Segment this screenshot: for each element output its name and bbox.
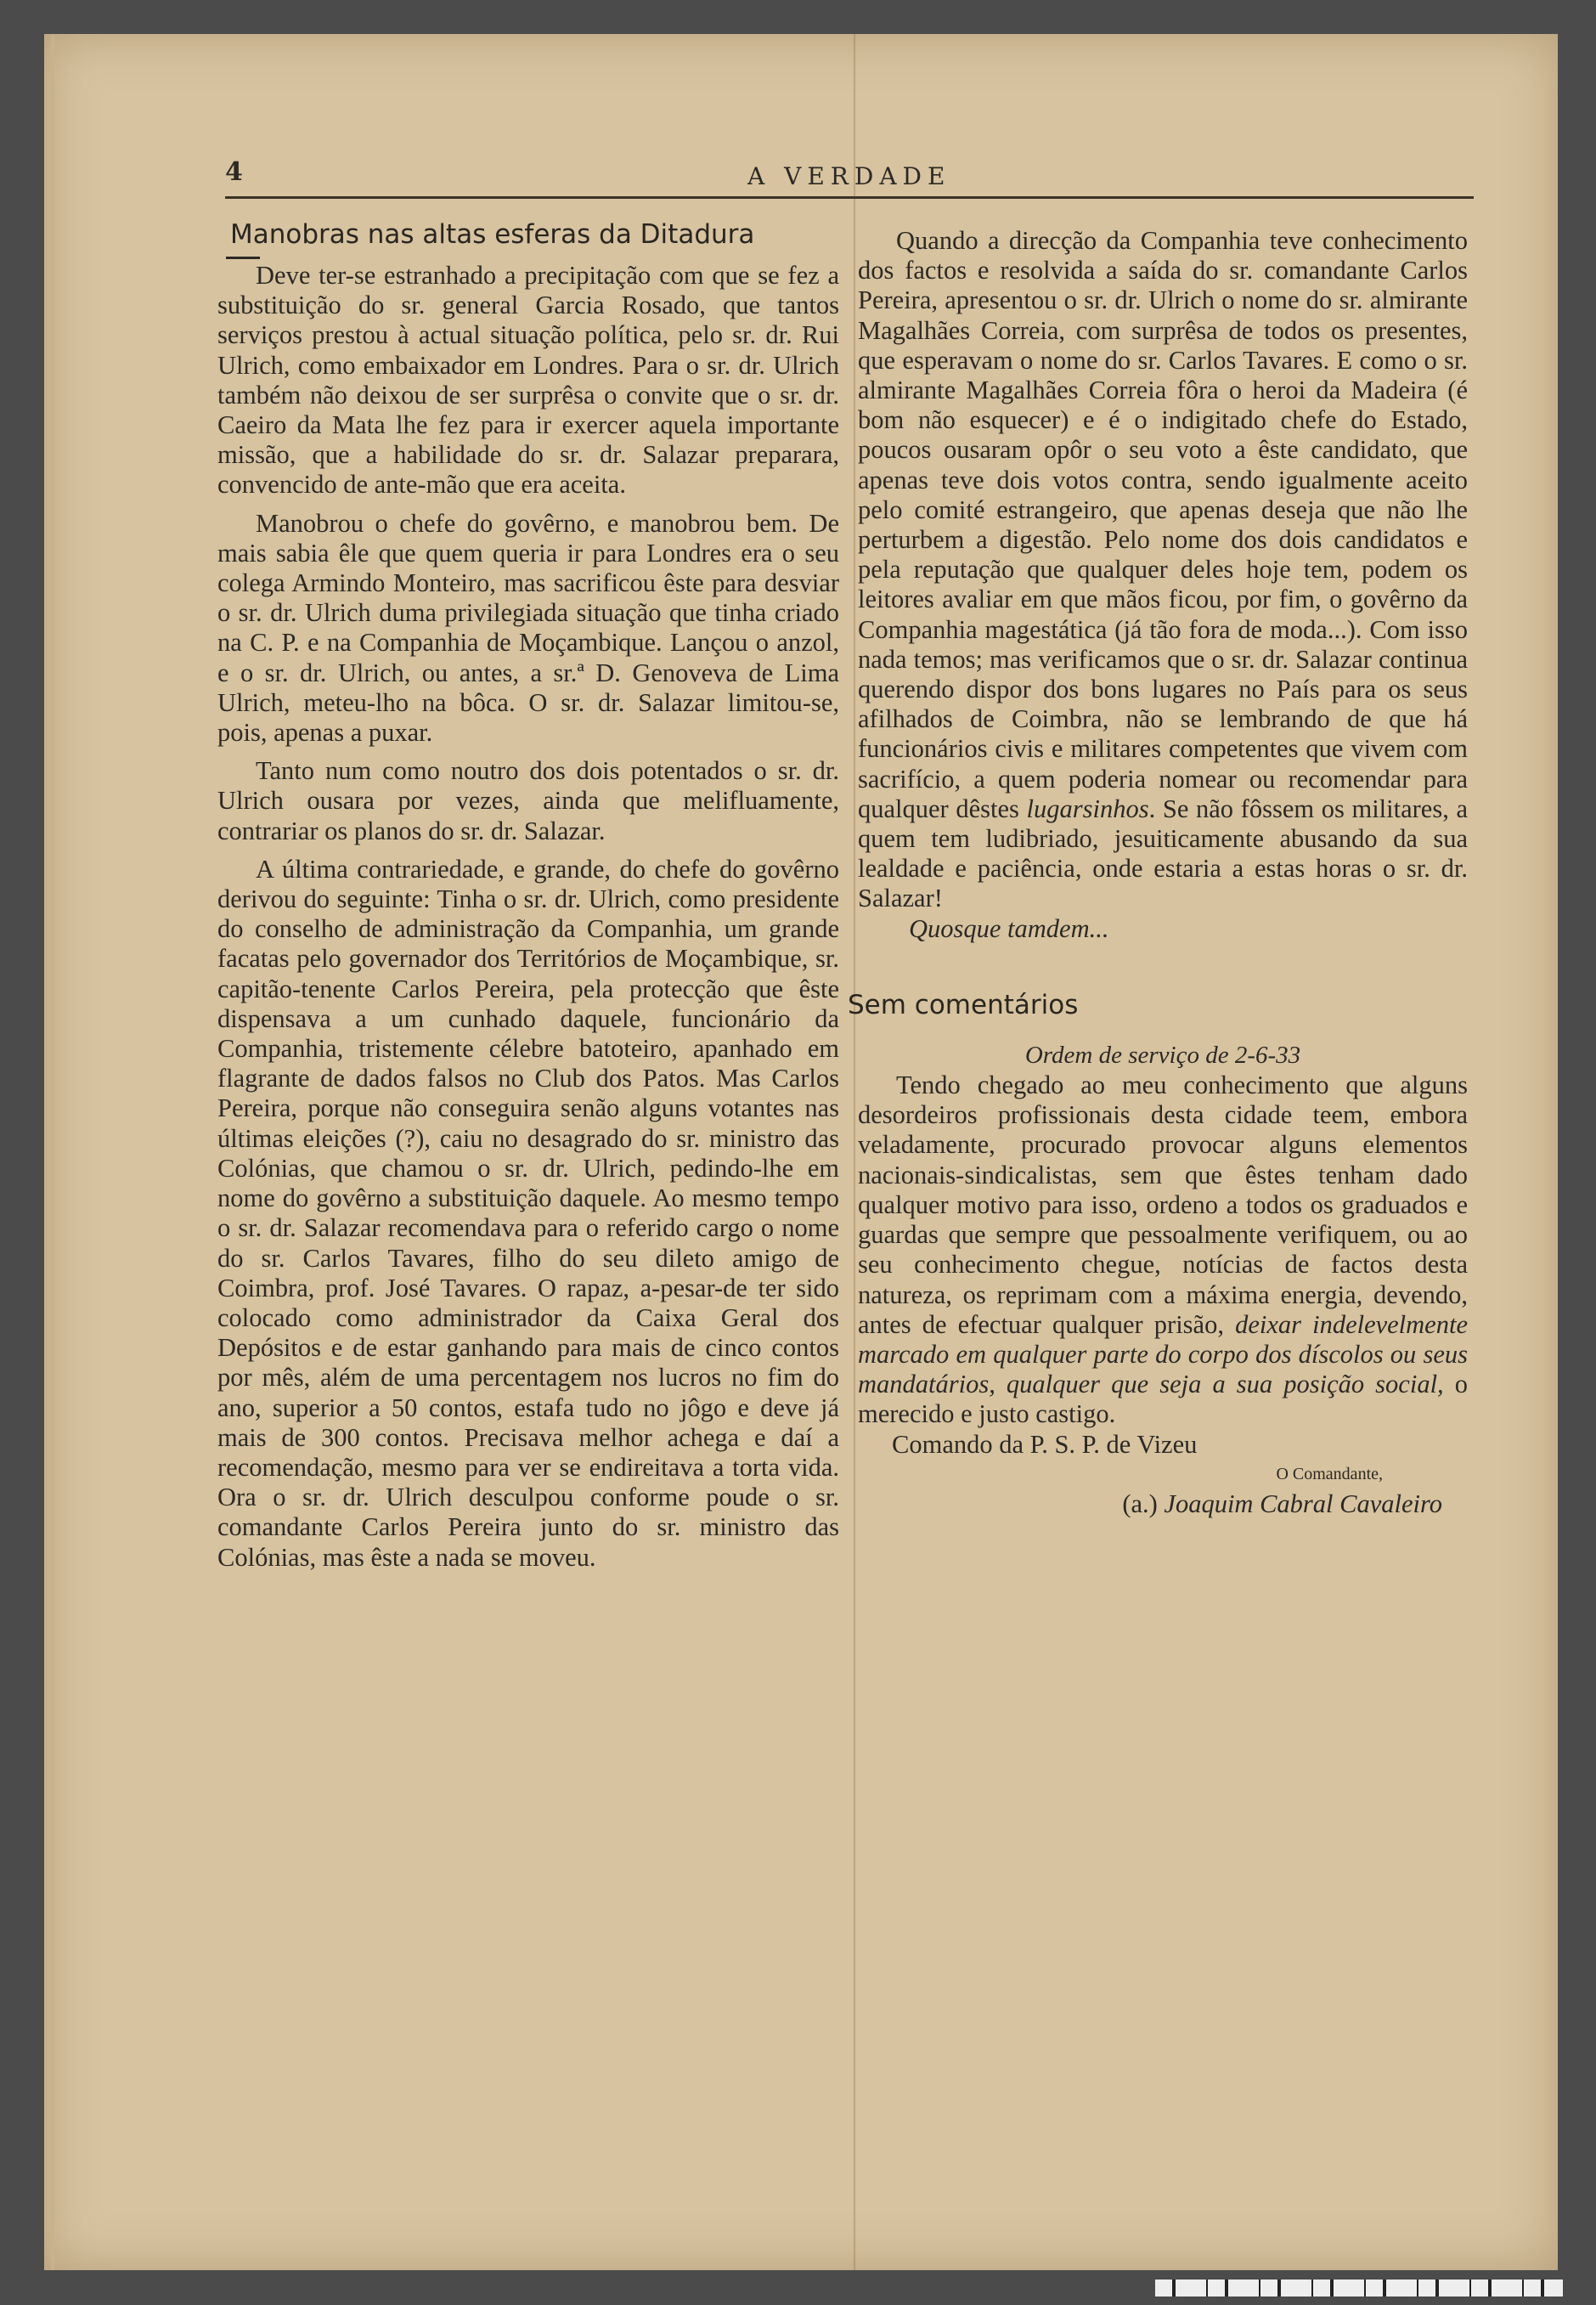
order-body-italic: deixar indelevelmente marcado em qualquer parte do corpo dos díscolos ou seus mandatários, qualquer que seja a sua posição social, [858, 1309, 1468, 1399]
rank-line: O Comandante, [1276, 1464, 1383, 1483]
article-paragraph: Deve ter-se estranhado a precipitação com que se fez a substituição do sr. general Garcia Rosado, que tantos serviços prestou à actual situação política, pelo sr. dr. Rui Ulrich, como embaixador em Londres. Para o sr. dr. Ulrich também não deixou de ser surprêsa o convite que o sr. dr. Caeiro da Mata lhe fez para ir exercer aquela importante missão, que a habilidade do sr. dr. Salazar preparara, convencido de ante-mão que era aceita. [217, 261, 839, 500]
order-body-end: o merecido e justo castigo. [858, 1370, 1468, 1429]
article-paragraph: Manobrou o chefe do govêrno, e manobrou bem. De mais sabia êle que quem queria ir para Londres era o seu colega Armindo Monteiro, mas sacrificou êste para desviar o sr. dr. Ulrich duma privilegiada situação que tinha criado na C. P. e na Companhia de Moçambique. Lançou o anzol, e o sr. dr. Ulrich, ou antes, a sr.ª D. Genoveva de Lima Ulrich, meteu-lho na bôca. O sr. dr. Salazar limitou-se, pois, apenas a puxar. [217, 508, 839, 748]
column-left [217, 218, 839, 1573]
closing-phrase: Quosque tamdem... [909, 913, 1109, 943]
scan-edge-strip [1155, 2280, 1563, 2297]
command-line: Comando da P. S. P. de Vizeu [892, 1429, 1198, 1459]
article-title: Manobras nas altas esferas da Ditadura [230, 219, 755, 250]
page-header [225, 157, 1474, 199]
order-body-start: Tendo chegado ao meu conhecimento que alguns desordeiros profissionais desta cidade teem, embora veladamente, procurado provocar alguns elementos nacionais-sindicalistas, sem que êstes tenham dado qualquer motivo para isso, ordeno a todos os graduados e guardas que sempre que pessoalmente verifiquem, ou ao seu conhecimento chegue, notícias de factos desta natureza, os reprimam com a máxima energia, devendo, antes de efectuar qualquer prisão, [858, 1071, 1468, 1339]
article-paragraph: A última contrariedade, e grande, do chefe do govêrno derivou do seguinte: Tinha o sr. dr. Ulrich, como presidente do conselho de administração da Companhia, um grande facatas pelo governador dos Territórios de Moçambique, sr. capitão-tenente Carlos Pereira, pela protecção que êste dispensava a um cunhado daquele, funcionário da Companhia, tristemente célebre batoteiro, apanhado em flagrante de dados falsos no Club dos Patos. Mas Carlos Pereira, porque não conseguira senão alguns votantes nas últimas eleições (?), caiu no desagrado do sr. ministro das Colónias, que chamou o sr. dr. Ulrich, pedindo-lhe em nome do govêrno a substituição daquele. Ao mesmo tempo o sr. dr. Salazar recomendava para o referido cargo o nome do sr. Carlos Tavares, filho do seu dileto amigo de Coimbra, prof. José Tavares. O rapaz, a-pesar-de ter sido colocado como administrador da Caixa Geral dos Depósitos e de estar ganhando para mais de cinco contos por mês, além de uma percentagem nos lucros no fim do ano, superior a 50 contos, estafa tudo no jôgo e deve já mais de 300 contos. Precisava melhor achega e daí a recomendação, mesmo para ver se endireitava a torta vida. Ora o sr. dr. Ulrich desculpou conforme poude o sr. comandante Carlos Pereira junto do sr. ministro das Colónias, mas êste a nada se moveu. [217, 854, 839, 1572]
page-edge [51, 36, 54, 2270]
signature-prefix: (a.) [1122, 1489, 1158, 1518]
page-fold [854, 34, 855, 2270]
signature-name: Joaquim Cabral Cavaleiro [1164, 1489, 1442, 1518]
section-title: Sem comentários [848, 989, 1079, 1020]
page-number: 4 [225, 157, 243, 187]
newspaper-title: A VERDADE [747, 162, 951, 190]
order-body [858, 1071, 1468, 1429]
article-paragraph: Tanto num como noutro dos dois potentados o sr. dr. Ulrich ousara por vezes, ainda que melifluamente, contrariar os planos do sr. dr. Salazar. [217, 756, 839, 845]
italic-word: lugarsinhos [1026, 794, 1149, 823]
title-dash [226, 257, 260, 259]
signature-line [858, 1489, 1468, 1519]
article-paragraph [858, 226, 1468, 914]
column-right [848, 226, 1468, 1519]
order-title: Ordem de serviço de 2-6-33 [1024, 1041, 1301, 1069]
paragraph-text: Quando a direcção da Companhia teve conhecimento dos factos e resolvida a saída do sr. comandante Carlos Pereira, apresentou o sr. dr. Ulrich o nome do sr. almirante Magalhães Correia, com surprêsa de todos os presentes, que esperavam o nome do sr. Carlos Tavares. E como o sr. almirante Magalhães Correia fôra o heroi da Madeira (é bom não esquecer) e é o indigitado chefe do Estado, poucos ousaram opôr o seu voto a êste candidato, que apenas teve dois votos contra, sendo igualmente aceito pelo comité estrangeiro, que apenas deseja que não lhe perturbem a digestão. Pelo nome dos dois candidatos e pela reputação que qualquer deles hoje tem, podem os leitores avaliar em que mãos ficou, por fim, o govêrno da Companhia magestática (já tão fora de moda...). Com isso nada temos; mas verificamos que o sr. dr. Salazar continua querendo dispor dos bons lugares no País para os seus afilhados de Coimbra, não se lembrando de que há funcionários civis e militares competentes que vivem com sacrifício, a quem poderia nomear ou recomendar para qualquer dêstes [858, 226, 1468, 823]
paragraph-text-end: . Se não fôssem os militares, a quem tem ludibriado, jesuiticamente abusando da sua lealdade e paciência, onde estaria a estas horas o sr. dr. Salazar! [858, 794, 1468, 913]
